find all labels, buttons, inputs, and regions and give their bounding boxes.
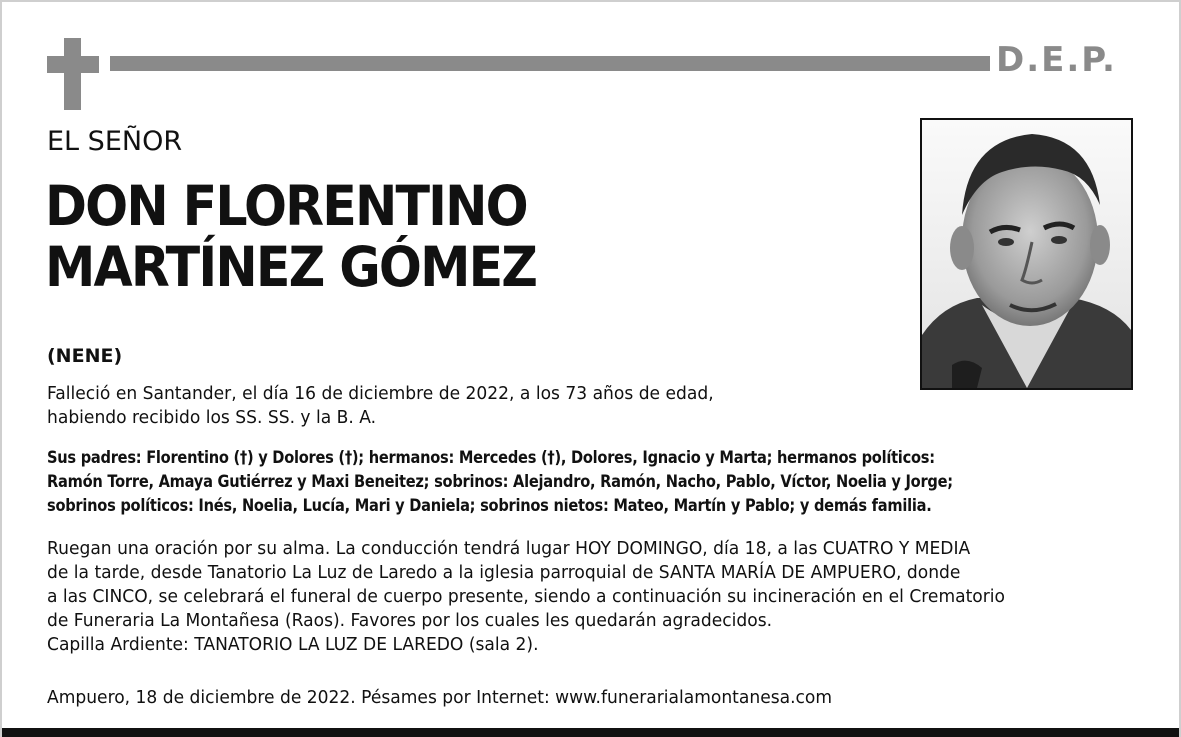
nickname: (NENE) (47, 345, 123, 367)
frame-left-border (0, 0, 2, 737)
dep-label: D.E.P. (996, 40, 1117, 80)
name-line-2: MARTÍNEZ GÓMEZ (45, 235, 537, 299)
family-list (47, 446, 953, 518)
family-line: Ramón Torre, Amaya Gutiérrez y Maxi Beneitez; sobrinos: Alejandro, Ramón, Nacho, Pablo, Víctor, Noelia y Jorge; (47, 472, 953, 492)
name-line-1: DON FLORENTINO (45, 174, 527, 238)
death-line: Falleció en Santander, el día 16 de diciembre de 2022, a los 73 años de edad, (47, 383, 714, 404)
honorific: EL SEÑOR (47, 126, 183, 157)
deceased-name (45, 176, 536, 298)
family-line: sobrinos políticos: Inés, Noelia, Lucía, Mari y Daniela; sobrinos nietos: Mateo, Martín y Pablo; y demás familia. (47, 496, 932, 516)
latin-cross-icon (47, 38, 99, 110)
funeral-line: a las CINCO, se celebrará el funeral de cuerpo presente, siendo a continuación su incineración en el Crematorio (47, 586, 1006, 607)
funeral-line: de Funeraria La Montañesa (Raos). Favores por los cuales les quedarán agradecidos. (47, 610, 773, 631)
header-rule (110, 56, 990, 71)
death-notice (47, 382, 714, 430)
footer-line: Ampuero, 18 de diciembre de 2022. Pésames por Internet: www.funerarialamontanesa.com (47, 687, 833, 708)
funeral-line: Capilla Ardiente: TANATORIO LA LUZ DE LAREDO (sala 2). (47, 634, 539, 655)
funeral-line: Ruegan una oración por su alma. La conducción tendrá lugar HOY DOMINGO, día 18, a las CUATRO Y MEDIA (47, 538, 971, 559)
funeral-details (47, 537, 1005, 657)
death-line: habiendo recibido los SS. SS. y la B. A. (47, 407, 377, 428)
family-line: Sus padres: Florentino (†) y Dolores (†); hermanos: Mercedes (†), Dolores, Ignacio y Marta; hermanos políticos: (47, 448, 935, 468)
frame-top-border (0, 0, 1181, 2)
bottom-rule (2, 728, 1179, 737)
portrait-photo-icon (922, 120, 1131, 388)
funeral-line: de la tarde, desde Tanatorio La Luz de Laredo a la iglesia parroquial de SANTA MARÍA DE AMPUERO, donde (47, 562, 961, 583)
portrait-photo (920, 118, 1133, 390)
